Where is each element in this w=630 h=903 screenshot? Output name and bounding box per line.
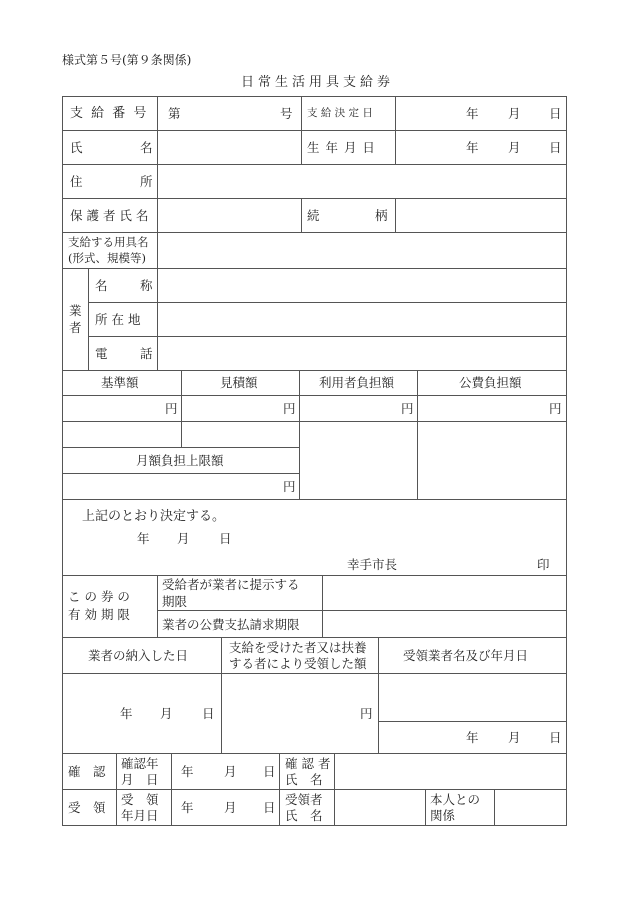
juryo-month: 月 [224,800,237,815]
nonyu-month: 月 [160,706,173,721]
seal-mark: 印 [537,557,550,572]
kettei-day: 日 [219,531,232,546]
kettei-month: 月 [177,531,190,546]
label-kakuninsha-1: 確 認 者 [285,756,331,771]
juryo-year: 年 [181,800,194,815]
label-kakunin-nengappi-1: 確認年 [121,756,159,771]
mitsumorigaku-yen: 円 [283,401,296,416]
label-juryosha-1: 受領者 [285,792,323,807]
label-kakuninsha-2: 氏 名 [285,772,323,787]
kakunin-month: 月 [224,764,237,779]
label-denwa-2: 話 [140,346,153,361]
jogen-yen: 円 [283,479,296,494]
kohi-futangaku-yen: 円 [549,401,562,416]
kakunin-day: 日 [263,764,276,779]
kettei-bi-day: 日 [549,106,562,121]
label-yougumei-1: 支給する用具名 [68,235,149,249]
label-meisho-2: 称 [140,278,153,293]
mayor-title: 幸手市長 [347,557,398,572]
label-shikyu-bango: 支 給 番 号 [70,106,149,121]
kettei-bi-year: 年 [466,106,479,121]
juryo-gaku-yen: 円 [360,706,373,721]
label-honnin-kankei-2: 関係 [430,808,456,823]
form-number: 様式第５号(第９条関係) [62,53,192,67]
label-shimei-1: 氏 [70,140,83,155]
label-zokugara-2: 柄 [375,208,388,223]
label-dai: 第 [168,106,181,121]
juryo-day: 日 [263,800,276,815]
label-juryosha-2: 氏 名 [285,808,323,823]
label-jusho-1: 住 [70,174,83,189]
kakunin-year: 年 [181,764,194,779]
juryo-gyosha-day: 日 [549,730,562,745]
nonyu-year: 年 [120,706,133,721]
label-teiji-kigen-2: 期限 [162,594,188,609]
birth-month: 月 [508,140,521,155]
label-honnin-kankei-1: 本人との [430,792,481,807]
label-juryo-nengappi-1: 受 領 [121,792,159,807]
label-juryo: 受 領 [68,800,106,815]
label-getsugaku-jogen: 月額負担上限額 [136,453,224,468]
label-seinengappi: 生 年 月 日 [307,140,376,155]
kettei-year: 年 [137,531,150,546]
juryo-gyosha-year: 年 [466,730,479,745]
header-juryo-gyosha: 受領業者名及び年月日 [403,648,529,663]
label-shimei-2: 名 [140,140,153,155]
label-teiji-kigen-1: 受給者が業者に提示する [162,577,300,592]
label-denwa-1: 電 [95,346,108,361]
kettei-bi-month: 月 [508,106,521,121]
label-yuko-kigen-2: 有 効 期 限 [68,607,130,622]
label-yougumei-2: (形式、規模等) [68,251,146,265]
birth-year: 年 [466,140,479,155]
label-kakunin-nengappi-2: 月 日 [121,772,159,787]
header-kohi-futangaku: 公費負担額 [459,375,522,390]
label-yuko-kigen-1: こ の 券 の [68,589,130,604]
kettei-statement: 上記のとおり決定する。 [82,509,226,524]
form-title: 日常生活用具支給券 [241,75,395,90]
juryo-gyosha-month: 月 [508,730,521,745]
header-juryo-gaku-2: する者により受領した額 [229,656,367,671]
label-kakunin: 確 認 [68,764,106,779]
label-jusho-2: 所 [140,174,153,189]
header-juryo-gaku-1: 支給を受けた者又は扶養 [229,640,367,655]
label-go: 号 [280,106,293,121]
label-hogosha-shimei: 保 護 者 氏 名 [70,208,149,223]
label-gyosha-2: 者 [69,320,82,335]
label-juryo-nengappi-2: 年月日 [121,808,159,823]
header-mitsumorigaku: 見積額 [220,375,258,390]
label-meisho-1: 名 [95,278,108,293]
kijungaku-yen: 円 [165,401,178,416]
label-kettei-bi: 支 給 決 定 日 [307,107,373,119]
header-kijungaku: 基準額 [101,375,139,390]
label-shozaichi: 所 在 地 [95,312,141,327]
riyosha-futangaku-yen: 円 [401,401,414,416]
label-seikyu-kigen: 業者の公費支払請求期限 [162,617,300,632]
header-riyosha-futangaku: 利用者負担額 [319,375,395,390]
birth-day: 日 [549,140,562,155]
header-nonyu-bi: 業者の納入した日 [88,648,189,663]
label-gyosha-1: 業 [69,303,82,318]
label-zokugara-1: 続 [307,208,320,223]
nonyu-day: 日 [202,706,215,721]
